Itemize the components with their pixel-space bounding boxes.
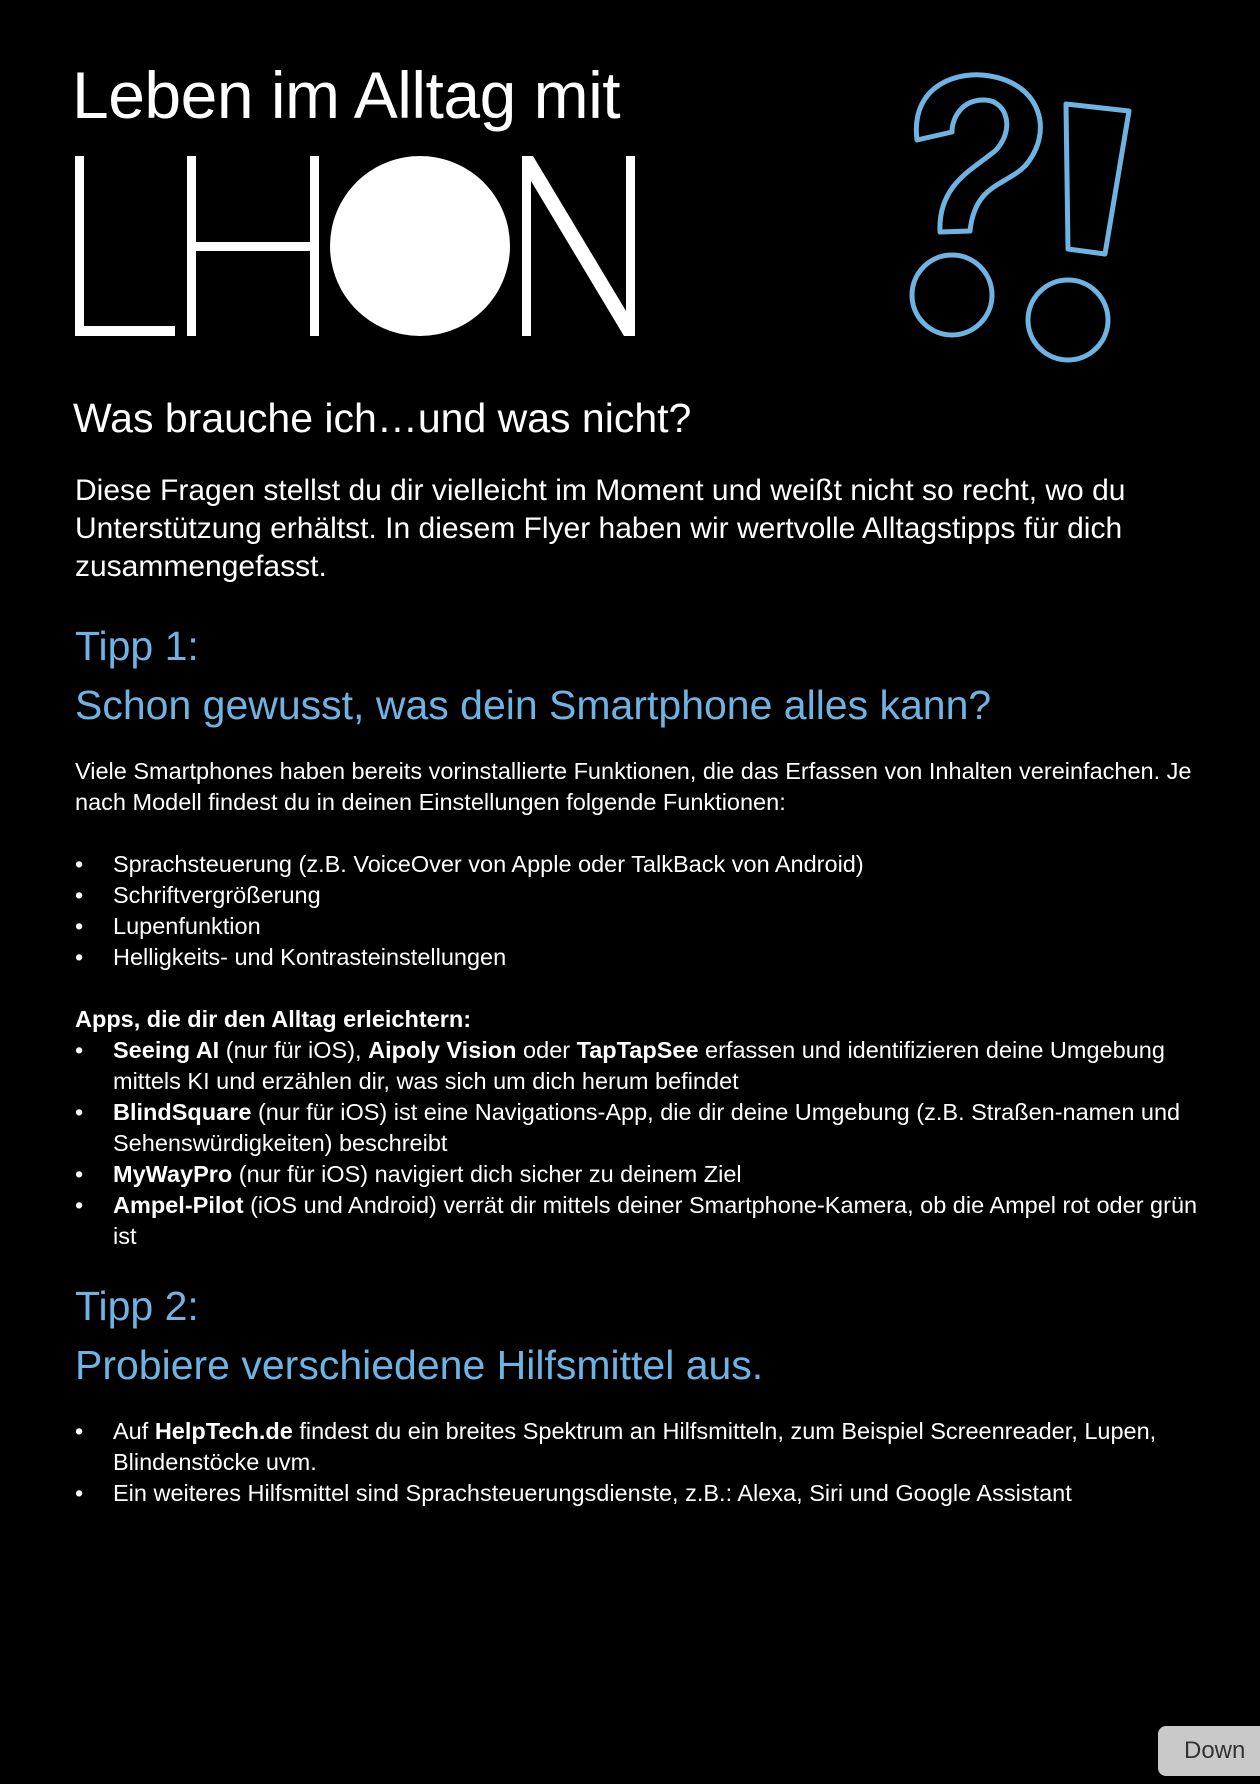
app-text: (iOS und Android) verrät dir mittels deiner Smartphone-Kamera, ob die Ampel rot oder grün ist (113, 1192, 1198, 1249)
tip2-label: Tipp 2: (75, 1283, 199, 1329)
app-text: (nur für iOS), (219, 1037, 369, 1063)
list-item (75, 1035, 1205, 1097)
download-button[interactable]: Down (1158, 1726, 1260, 1776)
list-item: • Sprachsteuerung (z.B. VoiceOver von Apple oder TalkBack von Android) (75, 849, 1205, 880)
tip1-label: Tipp 1: (75, 623, 199, 669)
subtitle: Was brauche ich…und was nicht? (73, 395, 692, 441)
app-text: (nur für iOS) navigiert dich sicher zu deinem Ziel (232, 1161, 742, 1187)
apps-list (75, 1035, 1205, 1252)
aid-text: findest du ein breites Spektrum an Hilfsmitteln, zum Beispiel Screenreader, Lupen, Blindenstöcke uvm. (113, 1418, 1157, 1475)
app-text: erfassen und identifizieren deine Umgebung mittels KI und erzählen dir, was sich um dich herum befindet (113, 1037, 1165, 1094)
aid-text: Auf (113, 1418, 155, 1444)
app-name: BlindSquare (113, 1099, 252, 1125)
list-item (75, 1416, 1205, 1478)
app-name: Aipoly Vision (368, 1037, 517, 1063)
tip1-title: Schon gewusst, was dein Smartphone alles kann? (75, 682, 992, 729)
app-name: TapTapSee (576, 1037, 699, 1063)
list-item (75, 1190, 1205, 1252)
tip1-heading (75, 624, 991, 728)
question-exclamation-icon (900, 66, 1140, 366)
pre-title: Leben im Alltag mit (72, 58, 621, 132)
tip1-content (75, 756, 1205, 1252)
aids-list (75, 1416, 1205, 1509)
tip2-heading (75, 1284, 763, 1388)
app-name: Ampel-Pilot (113, 1192, 244, 1218)
app-name: MyWayPro (113, 1161, 233, 1187)
tip1-intro: Viele Smartphones haben bereits vorinstallierte Funktionen, die das Erfassen von Inhalten vereinfachen. Je nach Modell findest du in deinen Einstellungen folgende Funktionen: (75, 758, 1192, 815)
tip2-title: Probiere verschiedene Hilfsmittel aus. (75, 1342, 764, 1389)
app-text: (nur für iOS) ist eine Navigations-App, die dir deine Umgebung (z.B. Straßen-namen und Sehenswürdigkeiten) beschreibt (113, 1099, 1181, 1156)
list-item: • Schriftvergrößerung (75, 880, 1205, 911)
lhon-logo (70, 150, 640, 340)
apps-heading: Apps, die dir den Alltag erleichtern: (75, 1006, 472, 1032)
feature-list (75, 849, 1205, 973)
intro-paragraph: Diese Fragen stellst du dir vielleicht im Moment und weißt nicht so recht, wo du Unterstützung erhältst. In diesem Flyer haben wir wertvolle Alltagstipps für dich zusammengefasst. (75, 474, 1126, 583)
list-item: • Ein weiteres Hilfsmittel sind Sprachsteuerungsdienste, z.B.: Alexa, Siri und Google Assistant (75, 1478, 1205, 1509)
tip2-content (75, 1416, 1205, 1509)
app-name: Seeing AI (113, 1037, 220, 1063)
app-text: oder (516, 1037, 577, 1063)
list-item (75, 1159, 1205, 1190)
helptech-link: HelpTech.de (154, 1418, 293, 1444)
list-item: • Lupenfunktion (75, 911, 1205, 942)
list-item (75, 1097, 1205, 1159)
list-item: • Helligkeits- und Kontrasteinstellungen (75, 942, 1205, 973)
